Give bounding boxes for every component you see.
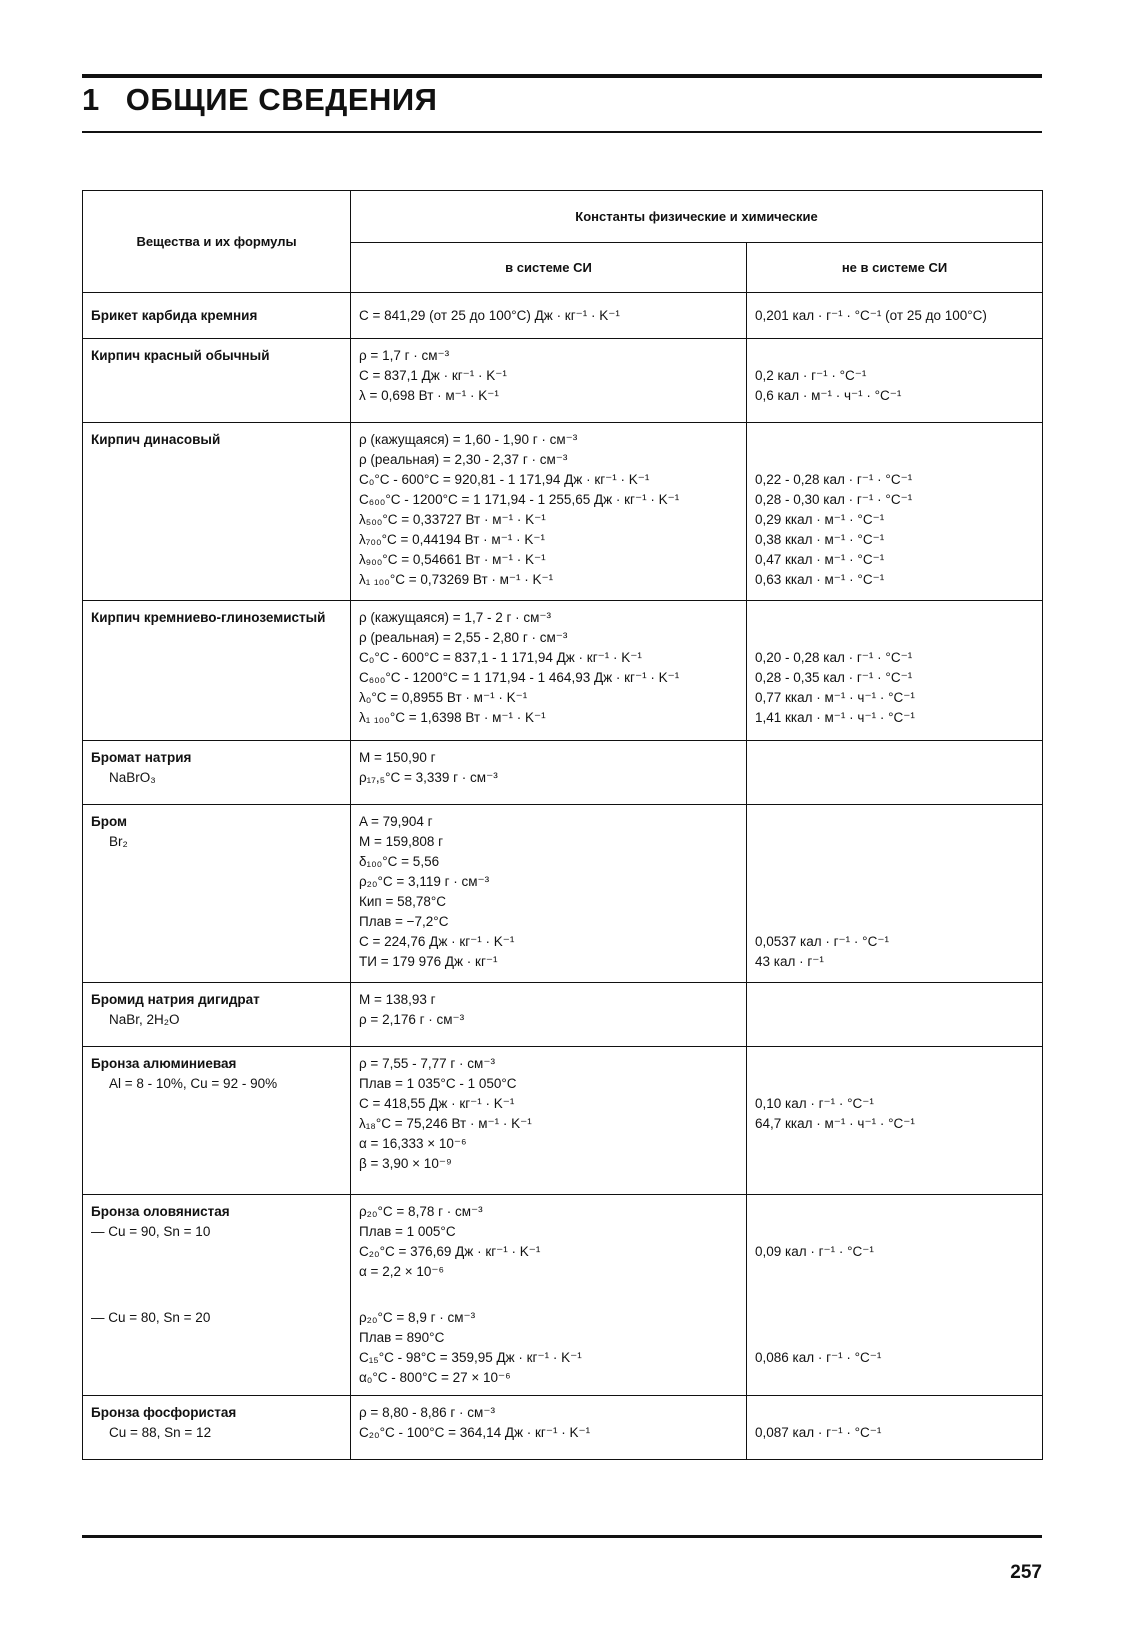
si-value: M = 159,808 г <box>359 834 444 849</box>
si-value: C₀°C - 600°C = 920,81 - 1 171,94 Дж · кг⁻¹ · K⁻¹ <box>359 472 650 487</box>
non-si-values <box>747 1195 1043 1396</box>
si-values <box>351 339 747 423</box>
substance-name: Кирпич кремниево-глиноземистый <box>83 601 351 741</box>
si-value: ρ = 2,176 г · см⁻³ <box>359 1012 465 1027</box>
table-row <box>83 741 1043 805</box>
non-si-value: 0,087 кал · г⁻¹ · °C⁻¹ <box>755 1425 882 1440</box>
si-value: C = 224,76 Дж · кг⁻¹ · K⁻¹ <box>359 934 515 949</box>
si-value: β = 3,90 × 10⁻⁹ <box>359 1156 452 1171</box>
substance-name: Брикет карбида кремния <box>83 293 351 339</box>
si-value: ρ₂₀°C = 8,78 г · см⁻³ <box>359 1204 483 1219</box>
si-value: ρ = 1,7 г · см⁻³ <box>359 348 450 363</box>
si-value: λ₉₀₀°C = 0,54661 Вт · м⁻¹ · K⁻¹ <box>359 552 546 567</box>
non-si-values <box>747 741 1043 805</box>
non-si-value: 0,10 кал · г⁻¹ · °C⁻¹ <box>755 1096 874 1111</box>
table-row <box>83 293 1043 339</box>
non-si-value: 1,41 ккал · м⁻¹ · ч⁻¹ · °C⁻¹ <box>755 710 915 725</box>
non-si-value: 0,086 кал · г⁻¹ · °C⁻¹ <box>755 1350 882 1365</box>
non-si-values <box>747 983 1043 1047</box>
substance-formula: Br₂ <box>109 834 128 849</box>
si-values <box>351 805 747 983</box>
si-value: ρ (кажущаяся) = 1,60 - 1,90 г · см⁻³ <box>359 432 578 447</box>
non-si-value: 0,20 - 0,28 кал · г⁻¹ · °C⁻¹ <box>755 650 913 665</box>
si-values <box>351 293 747 339</box>
si-values <box>351 1047 747 1195</box>
si-value: λ₀°C = 0,8955 Вт · м⁻¹ · K⁻¹ <box>359 690 528 705</box>
substance-variant: — Cu = 80, Sn = 20 <box>91 1310 211 1325</box>
si-value: A = 79,904 г <box>359 814 433 829</box>
non-si-value: 0,28 - 0,30 кал · г⁻¹ · °C⁻¹ <box>755 492 913 507</box>
si-value: C₆₀₀°C - 1200°C = 1 171,94 - 1 255,65 Дж · кг⁻¹ · K⁻¹ <box>359 492 680 507</box>
si-value: α = 16,333 × 10⁻⁶ <box>359 1136 467 1151</box>
si-value: ρ = 8,80 - 8,86 г · см⁻³ <box>359 1405 495 1420</box>
substance-name: Бром <box>91 814 128 829</box>
si-value: λ = 0,698 Вт · м⁻¹ · K⁻¹ <box>359 388 499 403</box>
si-value: δ₁₀₀°C = 5,56 <box>359 854 440 869</box>
table-row <box>83 1195 1043 1396</box>
si-value: M = 150,90 г <box>359 750 436 765</box>
si-values <box>351 983 747 1047</box>
si-value: ρ (кажущаяся) = 1,7 - 2 г · см⁻³ <box>359 610 552 625</box>
substance-name: Кирпич динасовый <box>83 423 351 601</box>
non-si-values <box>747 423 1043 601</box>
si-value: C₁₅°C - 98°C = 359,95 Дж · кг⁻¹ · K⁻¹ <box>359 1350 582 1365</box>
top-rule <box>82 74 1042 78</box>
si-value: ρ₂₀°C = 8,9 г · см⁻³ <box>359 1310 476 1325</box>
non-si-value: 0,22 - 0,28 кал · г⁻¹ · °C⁻¹ <box>755 472 913 487</box>
header-constants: Константы физические и химические <box>351 191 1043 243</box>
table-row <box>83 601 1043 741</box>
substance-formula: Cu = 88, Sn = 12 <box>109 1425 212 1440</box>
si-value: C₂₀°C = 376,69 Дж · кг⁻¹ · K⁻¹ <box>359 1244 541 1259</box>
substance-name: Бромат натрия <box>91 750 192 765</box>
si-value: α = 2,2 × 10⁻⁶ <box>359 1264 445 1279</box>
si-values <box>351 423 747 601</box>
si-value: C = 837,1 Дж · кг⁻¹ · K⁻¹ <box>359 368 507 383</box>
si-value: ТИ = 179 976 Дж · кг⁻¹ <box>359 954 498 969</box>
page-number: 257 <box>1010 1562 1042 1583</box>
si-value: α₀°C - 800°C = 27 × 10⁻⁶ <box>359 1370 511 1385</box>
substance-name: Бронза алюминиевая <box>91 1056 237 1071</box>
non-si-value: 64,7 ккал · м⁻¹ · ч⁻¹ · °C⁻¹ <box>755 1116 915 1131</box>
chapter-number: 1 <box>82 82 100 117</box>
substance-cell <box>83 1396 351 1460</box>
footer-rule <box>82 1535 1042 1538</box>
substance-cell <box>83 741 351 805</box>
non-si-values <box>747 805 1043 983</box>
si-value: M = 138,93 г <box>359 992 436 1007</box>
substance-cell <box>83 983 351 1047</box>
si-value: λ₁₈°C = 75,246 Вт · м⁻¹ · K⁻¹ <box>359 1116 532 1131</box>
substance-cell <box>83 1195 351 1396</box>
non-si-value: 0,2 кал · г⁻¹ · °C⁻¹ <box>755 368 867 383</box>
si-value: Плав = 1 035°C - 1 050°C <box>359 1076 517 1091</box>
si-value: ρ (реальная) = 2,30 - 2,37 г · см⁻³ <box>359 452 568 467</box>
si-value: C₆₀₀°C - 1200°C = 1 171,94 - 1 464,93 Дж · кг⁻¹ · K⁻¹ <box>359 670 680 685</box>
non-si-value: 0,28 - 0,35 кал · г⁻¹ · °C⁻¹ <box>755 670 913 685</box>
table-row <box>83 805 1043 983</box>
header-non-si: не в системе СИ <box>747 243 1043 293</box>
non-si-values <box>747 293 1043 339</box>
non-si-value: 0,77 ккал · м⁻¹ · ч⁻¹ · °C⁻¹ <box>755 690 915 705</box>
non-si-value: 0,0537 кал · г⁻¹ · °C⁻¹ <box>755 934 889 949</box>
si-value: C₂₀°C - 100°C = 364,14 Дж · кг⁻¹ · K⁻¹ <box>359 1425 591 1440</box>
si-value: C = 841,29 (от 25 до 100°C) Дж · кг⁻¹ · K⁻¹ <box>359 307 620 323</box>
table-row <box>83 423 1043 601</box>
non-si-value: 0,63 ккал · м⁻¹ · °C⁻¹ <box>755 572 885 587</box>
si-value: λ₅₀₀°C = 0,33727 Вт · м⁻¹ · K⁻¹ <box>359 512 546 527</box>
non-si-values <box>747 1047 1043 1195</box>
substance-formula: NaBr, 2H₂O <box>109 1012 180 1027</box>
non-si-value: 0,47 ккал · м⁻¹ · °C⁻¹ <box>755 552 885 567</box>
constants-table <box>82 190 1043 1460</box>
substance-formula: NaBrO₃ <box>109 770 156 785</box>
si-values <box>351 741 747 805</box>
table-row <box>83 983 1043 1047</box>
si-value: ρ₂₀°C = 3,119 г · см⁻³ <box>359 874 490 889</box>
header-substances: Вещества и их формулы <box>83 191 351 293</box>
substance-name: Бронза оловянистая <box>91 1204 230 1219</box>
si-value: Плав = 1 005°C <box>359 1224 456 1239</box>
si-value: ρ₁₇,₅°C = 3,339 г · см⁻³ <box>359 770 498 785</box>
non-si-value: 0,201 кал · г⁻¹ · °C⁻¹ (от 25 до 100°C) <box>755 307 987 323</box>
table-row <box>83 1047 1043 1195</box>
table-row <box>83 339 1043 423</box>
substance-formula: Al = 8 - 10%, Cu = 92 - 90% <box>109 1076 278 1091</box>
si-value: ρ = 7,55 - 7,77 г · см⁻³ <box>359 1056 495 1071</box>
header-si: в системе СИ <box>351 243 747 293</box>
non-si-value: 0,09 кал · г⁻¹ · °C⁻¹ <box>755 1244 874 1259</box>
non-si-value: 0,38 ккал · м⁻¹ · °C⁻¹ <box>755 532 885 547</box>
non-si-values <box>747 601 1043 741</box>
table-row <box>83 1396 1043 1460</box>
si-values <box>351 601 747 741</box>
non-si-values <box>747 1396 1043 1460</box>
substance-cell <box>83 1047 351 1195</box>
chapter-heading <box>82 82 437 118</box>
chapter-title: ОБЩИЕ СВЕДЕНИЯ <box>125 82 438 117</box>
si-value: λ₁ ₁₀₀°C = 0,73269 Вт · м⁻¹ · K⁻¹ <box>359 572 554 587</box>
si-value: Кип = 58,78°C <box>359 894 447 909</box>
si-value: λ₇₀₀°C = 0,44194 Вт · м⁻¹ · K⁻¹ <box>359 532 545 547</box>
heading-rule <box>82 131 1042 133</box>
non-si-values <box>747 339 1043 423</box>
si-value: Плав = −7,2°C <box>359 914 449 929</box>
substance-name: Бронза фосфористая <box>91 1405 237 1420</box>
substance-cell <box>83 805 351 983</box>
non-si-value: 43 кал · г⁻¹ <box>755 954 824 969</box>
si-value: Плав = 890°C <box>359 1330 445 1345</box>
si-values <box>351 1195 747 1396</box>
substance-name: Кирпич красный обычный <box>83 339 351 423</box>
non-si-value: 0,6 кал · м⁻¹ · ч⁻¹ · °C⁻¹ <box>755 388 902 403</box>
si-value: λ₁ ₁₀₀°C = 1,6398 Вт · м⁻¹ · K⁻¹ <box>359 710 546 725</box>
si-value: C = 418,55 Дж · кг⁻¹ · K⁻¹ <box>359 1096 515 1111</box>
si-values <box>351 1396 747 1460</box>
substance-name: Бромид натрия дигидрат <box>91 992 260 1007</box>
si-value: C₀°C - 600°C = 837,1 - 1 171,94 Дж · кг⁻¹ · K⁻¹ <box>359 650 642 665</box>
non-si-value: 0,29 ккал · м⁻¹ · °C⁻¹ <box>755 512 885 527</box>
substance-variant: — Cu = 90, Sn = 10 <box>91 1224 211 1239</box>
si-value: ρ (реальная) = 2,55 - 2,80 г · см⁻³ <box>359 630 568 645</box>
